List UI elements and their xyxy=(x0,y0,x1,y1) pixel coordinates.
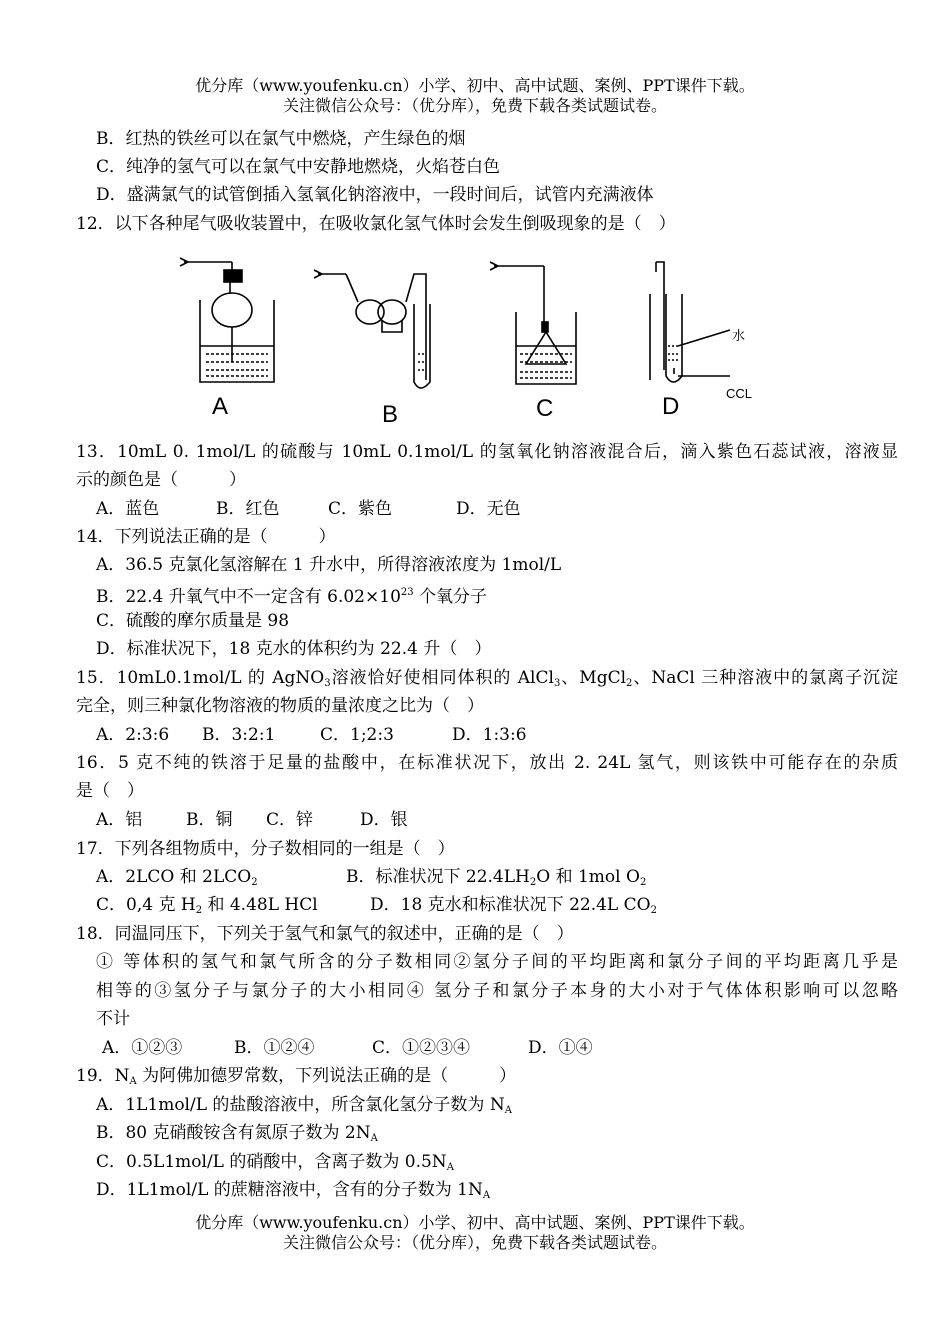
page-header xyxy=(0,76,950,116)
q17-options-row-1 xyxy=(96,865,646,895)
q19-option-b: B．80 克硝酸铵含有氮原子数为 $2N_A$ xyxy=(96,1123,378,1144)
q15-option-b: B．3:2:1 xyxy=(202,725,276,745)
q15-stem-line-1: 15．10mL0.1mol/L 的 AgNO$_3$溶液恰好使相同体积的 AlCl$_3$、MgCl$_2$、NaCl 三种溶液中的氯离子沉淀 xyxy=(76,668,899,689)
q11-option-d: D．盛满氯气的试管倒插入氢氧化钠溶液中，一段时间后，试管内充满液体 xyxy=(96,185,654,205)
q13-stem-line-1: 13．10mL 0. 1mol/L 的硫酸与 10mL 0.1mol/L 的氢氧化钠溶液混合后，滴入紫色石蕊试液，溶液显 xyxy=(76,442,898,462)
q18-options xyxy=(102,1036,593,1060)
q18-option-b: B．①②④ xyxy=(234,1038,315,1058)
q16-options xyxy=(96,808,408,832)
footer-line-2: 关注微信公众号：（优分库），免费下载各类试题试卷。 xyxy=(282,1233,667,1252)
apparatus-c-label: C xyxy=(536,395,554,422)
apparatus-c-icon xyxy=(490,262,576,384)
q13-option-d: D．无色 xyxy=(456,499,521,519)
q18-option-d: D．①④ xyxy=(528,1038,593,1058)
q16-option-d: D．银 xyxy=(360,810,408,830)
q16-option-c: C．锌 xyxy=(266,810,314,830)
q17-options-row-2 xyxy=(96,893,657,923)
q13-options xyxy=(96,497,521,521)
q17-option-d: D．18 克水和标准状况下 22.4L $CO_2$ xyxy=(370,895,657,916)
footer-line-1: 优分库（www.youfenku.cn）小学、初中、高中试题、案例、PPT课件下载。 xyxy=(195,1213,755,1232)
ccl-label: CCL xyxy=(726,386,753,401)
q18-stem: 18．同温同压下，下列关于氢气和氯气的叙述中，正确的是（ ） xyxy=(76,924,574,944)
q19-stem: 19．$N_A$ 为阿佛加德罗常数，下列说法正确的是（ ） xyxy=(76,1066,517,1087)
q19-option-c: C．0.5L1mol/L 的硝酸中，含离子数为 $0.5N_A$ xyxy=(96,1152,454,1173)
q18-statement-line-3: 不计 xyxy=(96,1009,130,1029)
apparatus-a-label: A xyxy=(212,393,229,420)
q11-option-b: B．红热的铁丝可以在氯气中燃烧，产生绿色的烟 xyxy=(96,129,466,149)
q16-option-a: A．铝 xyxy=(96,810,143,830)
page-footer xyxy=(0,1213,950,1253)
q17-stem: 17．下列各组物质中，分子数相同的一组是（ ） xyxy=(76,839,455,859)
q15-option-a: A．2:3:6 xyxy=(96,725,170,745)
q18-statement-line-1: ① 等体积的氢气和氯气所含的分子数相同②氢分子间的平均距离和氯分子间的平均距离几乎是 xyxy=(96,952,898,972)
q15-option-d: D．1:3:6 xyxy=(452,725,527,745)
apparatus-a-icon xyxy=(180,258,274,382)
q12-stem: 12．以下各种尾气吸收装置中，在吸收氯化氢气体时会发生倒吸现象的是（ ） xyxy=(76,214,676,234)
q15-option-c: C．1;2:3 xyxy=(320,725,394,745)
apparatus-d-icon xyxy=(650,262,730,382)
apparatus-d-label: D xyxy=(662,393,680,420)
q19-option-d: D．1L1mol/L 的蔗糖溶液中，含有的分子数为 $1N_A$ xyxy=(96,1180,491,1201)
q19-option-a: A．1L1mol/L 的盐酸溶液中，所含氯化氢分子数为 $N_A$ xyxy=(96,1095,512,1116)
q17-option-a: A．2LCO 和 $2LCO_2$ xyxy=(96,867,258,888)
q13-stem-line-2: 示的颜色是（ ） xyxy=(76,470,246,490)
q12-apparatus-figure xyxy=(170,250,790,430)
q18-option-a: A．①②③ xyxy=(102,1038,183,1058)
q15-options xyxy=(96,723,527,747)
q17-option-b: B．标准状况下 $22.4LH_2O$ 和 1mol $O_2$ xyxy=(346,867,647,888)
q18-statement-line-2: 相等的③氢分子与氯分子的大小相同④ 氢分子和氯分子本身的大小对于气体体积影响可以忽略 xyxy=(96,981,898,1001)
q13-option-b: B．红色 xyxy=(216,499,280,519)
q16-option-b: B．铜 xyxy=(186,810,233,830)
header-line-1: 优分库（www.youfenku.cn）小学、初中、高中试题、案例、PPT课件下载。 xyxy=(195,76,755,95)
q17-option-c: C．0,4 克 $H_2$ 和 4.48L HCl xyxy=(96,895,318,916)
q14-option-a: A．36.5 克氯化氢溶解在 1 升水中，所得溶液浓度为 1mol/L xyxy=(96,555,562,575)
q14-option-d: D．标准状况下，18 克水的体积约为 22.4 升（ ） xyxy=(96,639,492,659)
header-line-2: 关注微信公众号：（优分库），免费下载各类试题试卷。 xyxy=(282,96,667,115)
q11-option-c: C．纯净的氢气可以在氯气中安静地燃烧，火焰苍白色 xyxy=(96,157,501,177)
q18-option-c: C．①②③④ xyxy=(372,1038,471,1058)
q14-option-c: C．硫酸的摩尔质量是 98 xyxy=(96,611,290,631)
q14-stem: 14．下列说法正确的是（ ） xyxy=(76,527,336,547)
q16-stem-line-1: 16．5 克不纯的铁溶于足量的盐酸中，在标准状况下，放出 2. 24L 氢气，则该铁中可能存在的杂质 xyxy=(76,753,898,773)
water-label: 水 xyxy=(732,328,746,343)
apparatus-b-label: B xyxy=(382,401,399,428)
q13-option-a: A．蓝色 xyxy=(96,499,160,519)
q14-option-b: B．22.4 升氧气中不一定含有 $6.02\times 10^{23}$ 个氧分子 xyxy=(96,587,488,607)
q13-option-c: C．紫色 xyxy=(328,499,393,519)
q16-stem-line-2: 是（ ） xyxy=(76,781,144,801)
apparatus-b-icon xyxy=(314,270,430,388)
q15-stem-line-2: 完全，则三种氯化物溶液的物质的量浓度之比为（ ） xyxy=(76,696,484,716)
